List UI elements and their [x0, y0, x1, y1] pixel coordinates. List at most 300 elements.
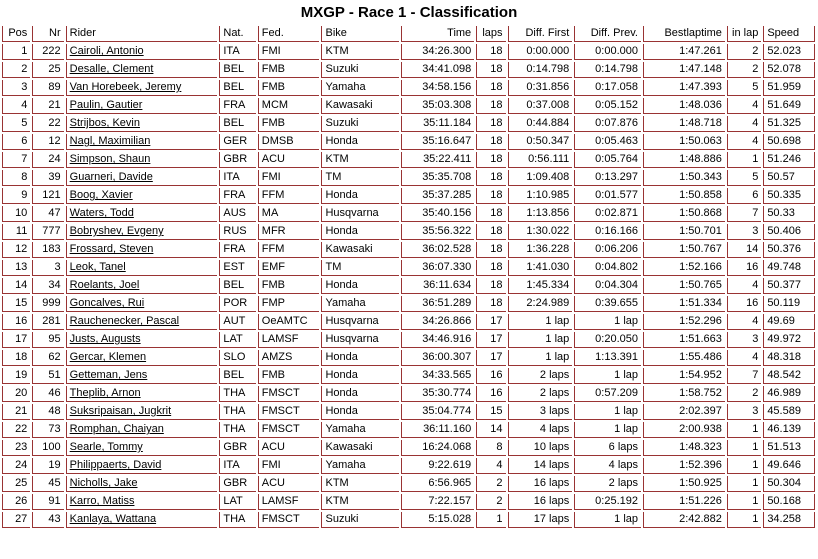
- cell-rider: [66, 494, 218, 510]
- cell-diff_first: 2 laps: [508, 386, 573, 402]
- cell-in_lap: 5: [727, 80, 761, 96]
- cell-laps: 8: [476, 440, 505, 456]
- cell-in_lap: 1: [727, 512, 761, 528]
- cell-diff_prev: 0:16.166: [574, 224, 641, 240]
- cell-in_lap: 1: [727, 476, 761, 492]
- cell-bike: Yamaha: [321, 458, 399, 474]
- cell-bestlaptime: 1:48.036: [643, 98, 725, 114]
- cell-pos: 26: [2, 494, 30, 510]
- cell-in_lap: 14: [727, 242, 761, 258]
- cell-diff_first: 14 laps: [508, 458, 573, 474]
- rider-link[interactable]: Justs, Augusts: [69, 333, 141, 345]
- cell-rider: [66, 44, 218, 60]
- cell-bestlaptime: 2:02.397: [643, 404, 725, 420]
- cell-in_lap: 3: [727, 224, 761, 240]
- cell-nat: GBR: [219, 152, 255, 168]
- cell-speed: 50.119: [763, 296, 815, 312]
- column-header-nat: Nat.: [219, 26, 255, 42]
- cell-nat: LAT: [219, 494, 255, 510]
- cell-nat: BEL: [219, 278, 255, 294]
- cell-nat: FRA: [219, 242, 255, 258]
- cell-laps: 18: [476, 278, 505, 294]
- cell-bike: Husqvarna: [321, 314, 399, 330]
- cell-diff_first: 1:13.856: [508, 206, 573, 222]
- cell-rider: [66, 368, 218, 384]
- cell-bike: TM: [321, 260, 399, 276]
- cell-pos: 4: [2, 98, 30, 114]
- cell-diff_prev: 1 lap: [574, 422, 641, 438]
- cell-speed: 49.972: [763, 332, 815, 348]
- cell-in_lap: 1: [727, 494, 761, 510]
- cell-in_lap: 2: [727, 62, 761, 78]
- cell-diff_prev: 0:06.206: [574, 242, 641, 258]
- cell-nr: 222: [32, 44, 63, 60]
- cell-rider: [66, 314, 218, 330]
- cell-pos: 18: [2, 350, 30, 366]
- cell-bestlaptime: 1:50.925: [643, 476, 725, 492]
- cell-diff_prev: 1 lap: [574, 368, 641, 384]
- cell-nr: 95: [32, 332, 63, 348]
- cell-speed: 50.335: [763, 188, 815, 204]
- cell-laps: 18: [476, 206, 505, 222]
- cell-fed: FFM: [258, 188, 320, 204]
- cell-in_lap: 4: [727, 134, 761, 150]
- cell-in_lap: 3: [727, 404, 761, 420]
- rider-link[interactable]: Waters, Todd: [69, 207, 134, 219]
- rider-link[interactable]: Bobryshev, Evgeny: [69, 225, 164, 237]
- table-row: [2, 296, 815, 312]
- cell-laps: 18: [476, 296, 505, 312]
- cell-bestlaptime: 1:47.261: [643, 44, 725, 60]
- cell-rider: [66, 476, 218, 492]
- cell-time: 36:07.330: [401, 260, 474, 276]
- table-row: [2, 314, 815, 330]
- cell-time: 35:37.285: [401, 188, 474, 204]
- cell-bestlaptime: 1:50.868: [643, 206, 725, 222]
- cell-pos: 17: [2, 332, 30, 348]
- cell-bike: Kawasaki: [321, 440, 399, 456]
- cell-bestlaptime: 1:50.767: [643, 242, 725, 258]
- cell-diff_first: 1 lap: [508, 314, 573, 330]
- rider-link[interactable]: Frossard, Steven: [69, 243, 154, 255]
- cell-bike: KTM: [321, 152, 399, 168]
- cell-nat: GBR: [219, 440, 255, 456]
- rider-link[interactable]: Romphan, Chaiyan: [69, 423, 164, 435]
- cell-rider: [66, 224, 218, 240]
- column-header-time: Time: [401, 26, 474, 42]
- table-body: [2, 44, 815, 528]
- cell-time: 34:41.098: [401, 62, 474, 78]
- column-header-bestlaptime: Bestlaptime: [643, 26, 725, 42]
- table-row: [2, 62, 815, 78]
- cell-speed: 50.377: [763, 278, 815, 294]
- table-row: [2, 440, 815, 456]
- cell-nat: ITA: [219, 44, 255, 60]
- cell-rider: [66, 242, 218, 258]
- cell-time: 9:22.619: [401, 458, 474, 474]
- cell-rider: [66, 80, 218, 96]
- cell-speed: 50.376: [763, 242, 815, 258]
- cell-time: 35:03.308: [401, 98, 474, 114]
- cell-pos: 3: [2, 80, 30, 96]
- rider-link[interactable]: Kanlaya, Wattana: [69, 513, 157, 525]
- cell-bestlaptime: 1:48.718: [643, 116, 725, 132]
- cell-nat: SLO: [219, 350, 255, 366]
- cell-rider: [66, 188, 218, 204]
- rider-link[interactable]: Strijbos, Kevin: [69, 117, 140, 129]
- cell-nat: GBR: [219, 476, 255, 492]
- cell-diff_prev: 0:39.655: [574, 296, 641, 312]
- cell-in_lap: 1: [727, 152, 761, 168]
- column-header-nr: Nr: [32, 26, 63, 42]
- cell-nat: AUS: [219, 206, 255, 222]
- cell-fed: FMI: [258, 458, 320, 474]
- rider-link[interactable]: Karro, Matiss: [69, 495, 135, 507]
- cell-diff_prev: 0:57.209: [574, 386, 641, 402]
- cell-time: 35:35.708: [401, 170, 474, 186]
- cell-laps: 2: [476, 494, 505, 510]
- table-row: [2, 170, 815, 186]
- cell-bike: Honda: [321, 278, 399, 294]
- cell-nr: 51: [32, 368, 63, 384]
- cell-laps: 18: [476, 188, 505, 204]
- cell-bike: Yamaha: [321, 296, 399, 312]
- cell-pos: 5: [2, 116, 30, 132]
- rider-link[interactable]: Gercar, Klemen: [69, 351, 147, 363]
- cell-fed: EMF: [258, 260, 320, 276]
- cell-laps: 18: [476, 170, 505, 186]
- table-header: [2, 26, 815, 42]
- cell-nat: GER: [219, 134, 255, 150]
- cell-pos: 1: [2, 44, 30, 60]
- cell-nr: 34: [32, 278, 63, 294]
- cell-rider: [66, 62, 218, 78]
- rider-link[interactable]: Boog, Xavier: [69, 189, 133, 201]
- cell-bestlaptime: 1:48.886: [643, 152, 725, 168]
- cell-fed: FMI: [258, 170, 320, 186]
- rider-link[interactable]: Rauchenecker, Pascal: [69, 315, 180, 327]
- cell-laps: 16: [476, 386, 505, 402]
- cell-diff_prev: 0:02.871: [574, 206, 641, 222]
- cell-laps: 16: [476, 368, 505, 384]
- cell-rider: [66, 260, 218, 276]
- cell-nat: FRA: [219, 188, 255, 204]
- rider-link[interactable]: Desalle, Clement: [69, 63, 154, 75]
- cell-nr: 25: [32, 62, 63, 78]
- cell-diff_prev: 1 lap: [574, 314, 641, 330]
- column-header-rider: Rider: [66, 26, 218, 42]
- cell-diff_prev: 0:20.050: [574, 332, 641, 348]
- cell-laps: 15: [476, 404, 505, 420]
- table-row: [2, 404, 815, 420]
- cell-pos: 8: [2, 170, 30, 186]
- cell-in_lap: 4: [727, 116, 761, 132]
- cell-nr: 43: [32, 512, 63, 528]
- cell-bike: Yamaha: [321, 80, 399, 96]
- cell-diff_first: 0:44.884: [508, 116, 573, 132]
- cell-in_lap: 4: [727, 278, 761, 294]
- cell-nat: ITA: [219, 458, 255, 474]
- cell-time: 35:04.774: [401, 404, 474, 420]
- cell-time: 34:46.916: [401, 332, 474, 348]
- cell-nr: 39: [32, 170, 63, 186]
- cell-in_lap: 4: [727, 98, 761, 114]
- cell-bike: Honda: [321, 404, 399, 420]
- cell-speed: 52.078: [763, 62, 815, 78]
- cell-pos: 2: [2, 62, 30, 78]
- cell-fed: LAMSF: [258, 332, 320, 348]
- cell-time: 35:40.156: [401, 206, 474, 222]
- cell-rider: [66, 404, 218, 420]
- cell-bike: Honda: [321, 134, 399, 150]
- cell-speed: 48.318: [763, 350, 815, 366]
- rider-link[interactable]: Getteman, Jens: [69, 369, 148, 381]
- cell-laps: 1: [476, 512, 505, 528]
- cell-diff_prev: 1 lap: [574, 512, 641, 528]
- cell-bestlaptime: 1:50.343: [643, 170, 725, 186]
- rider-link[interactable]: Paulin, Gautier: [69, 99, 143, 111]
- cell-nat: ITA: [219, 170, 255, 186]
- cell-diff_first: 17 laps: [508, 512, 573, 528]
- cell-time: 34:58.156: [401, 80, 474, 96]
- cell-laps: 18: [476, 44, 505, 60]
- rider-link[interactable]: Theplib, Arnon: [69, 387, 141, 399]
- cell-bike: TM: [321, 170, 399, 186]
- cell-bestlaptime: 1:58.752: [643, 386, 725, 402]
- cell-rider: [66, 278, 218, 294]
- cell-in_lap: 1: [727, 458, 761, 474]
- cell-pos: 7: [2, 152, 30, 168]
- cell-bestlaptime: 1:47.393: [643, 80, 725, 96]
- cell-speed: 50.406: [763, 224, 815, 240]
- cell-pos: 14: [2, 278, 30, 294]
- cell-in_lap: 7: [727, 206, 761, 222]
- cell-nr: 999: [32, 296, 63, 312]
- cell-fed: FMI: [258, 44, 320, 60]
- cell-speed: 51.649: [763, 98, 815, 114]
- cell-time: 35:22.411: [401, 152, 474, 168]
- cell-diff_first: 16 laps: [508, 494, 573, 510]
- cell-diff_prev: 4 laps: [574, 458, 641, 474]
- cell-speed: 51.959: [763, 80, 815, 96]
- cell-pos: 10: [2, 206, 30, 222]
- cell-nat: RUS: [219, 224, 255, 240]
- rider-link[interactable]: Guarneri, Davide: [69, 171, 153, 183]
- header-row: [2, 26, 815, 42]
- cell-rider: [66, 512, 218, 528]
- cell-in_lap: 2: [727, 386, 761, 402]
- cell-diff_first: 1 lap: [508, 350, 573, 366]
- cell-time: 34:33.565: [401, 368, 474, 384]
- table-row: [2, 350, 815, 366]
- cell-fed: FMP: [258, 296, 320, 312]
- cell-bestlaptime: 1:52.166: [643, 260, 725, 276]
- cell-diff_first: 0:31.856: [508, 80, 573, 96]
- cell-fed: FMB: [258, 62, 320, 78]
- rider-link[interactable]: Leok, Tanel: [69, 261, 126, 273]
- cell-fed: MA: [258, 206, 320, 222]
- table-row: [2, 458, 815, 474]
- cell-diff_first: 1:30.022: [508, 224, 573, 240]
- cell-in_lap: 7: [727, 368, 761, 384]
- cell-diff_prev: 0:25.192: [574, 494, 641, 510]
- cell-speed: 49.748: [763, 260, 815, 276]
- cell-bestlaptime: 1:47.148: [643, 62, 725, 78]
- cell-nr: 62: [32, 350, 63, 366]
- cell-pos: 25: [2, 476, 30, 492]
- cell-nr: 47: [32, 206, 63, 222]
- cell-laps: 18: [476, 98, 505, 114]
- cell-fed: FMB: [258, 116, 320, 132]
- rider-link[interactable]: Van Horebeek, Jeremy: [69, 81, 182, 93]
- cell-bike: Suzuki: [321, 116, 399, 132]
- table-row: [2, 44, 815, 60]
- rider-link[interactable]: Philippaerts, David: [69, 459, 162, 471]
- cell-pos: 15: [2, 296, 30, 312]
- rider-link[interactable]: Nagl, Maximilian: [69, 135, 151, 147]
- table-row: [2, 422, 815, 438]
- cell-fed: FMSCT: [258, 422, 320, 438]
- cell-in_lap: 1: [727, 422, 761, 438]
- cell-laps: 14: [476, 422, 505, 438]
- cell-speed: 34.258: [763, 512, 815, 528]
- cell-bestlaptime: 2:00.938: [643, 422, 725, 438]
- table-row: [2, 206, 815, 222]
- cell-diff_prev: 0:01.577: [574, 188, 641, 204]
- rider-link[interactable]: Suksripaisan, Jugkrit: [69, 405, 172, 417]
- cell-laps: 18: [476, 62, 505, 78]
- cell-diff_prev: 0:17.058: [574, 80, 641, 96]
- cell-nr: 777: [32, 224, 63, 240]
- rider-link[interactable]: Searle, Tommy: [69, 441, 143, 453]
- table-row: [2, 368, 815, 384]
- cell-in_lap: 2: [727, 44, 761, 60]
- cell-bike: Honda: [321, 350, 399, 366]
- cell-pos: 6: [2, 134, 30, 150]
- cell-speed: 46.989: [763, 386, 815, 402]
- cell-nr: 45: [32, 476, 63, 492]
- cell-nat: BEL: [219, 116, 255, 132]
- cell-nat: THA: [219, 422, 255, 438]
- rider-link[interactable]: Simpson, Shaun: [69, 153, 151, 165]
- cell-diff_first: 3 laps: [508, 404, 573, 420]
- cell-rider: [66, 350, 218, 366]
- cell-time: 16:24.068: [401, 440, 474, 456]
- table-row: [2, 512, 815, 528]
- rider-link[interactable]: Roelants, Joel: [69, 279, 140, 291]
- cell-fed: ACU: [258, 152, 320, 168]
- cell-speed: 48.542: [763, 368, 815, 384]
- cell-fed: FMB: [258, 368, 320, 384]
- cell-rider: [66, 458, 218, 474]
- cell-nr: 3: [32, 260, 63, 276]
- cell-nat: LAT: [219, 332, 255, 348]
- cell-speed: 50.168: [763, 494, 815, 510]
- cell-diff_prev: 0:07.876: [574, 116, 641, 132]
- cell-time: 34:26.300: [401, 44, 474, 60]
- cell-diff_first: 10 laps: [508, 440, 573, 456]
- cell-bestlaptime: 1:52.296: [643, 314, 725, 330]
- column-header-diff_first: Diff. First: [508, 26, 573, 42]
- cell-in_lap: 5: [727, 170, 761, 186]
- cell-nat: AUT: [219, 314, 255, 330]
- cell-diff_first: 0:00.000: [508, 44, 573, 60]
- cell-laps: 18: [476, 116, 505, 132]
- cell-rider: [66, 440, 218, 456]
- cell-bike: Honda: [321, 224, 399, 240]
- cell-nat: POR: [219, 296, 255, 312]
- rider-link[interactable]: Cairoli, Antonio: [69, 45, 144, 57]
- cell-diff_prev: 0:13.297: [574, 170, 641, 186]
- cell-nr: 19: [32, 458, 63, 474]
- cell-diff_prev: 0:04.802: [574, 260, 641, 276]
- cell-rider: [66, 134, 218, 150]
- table-row: [2, 188, 815, 204]
- cell-in_lap: 6: [727, 188, 761, 204]
- cell-diff_first: 0:37.008: [508, 98, 573, 114]
- cell-diff_prev: 0:04.304: [574, 278, 641, 294]
- cell-laps: 18: [476, 242, 505, 258]
- cell-bestlaptime: 1:50.765: [643, 278, 725, 294]
- cell-speed: 50.57: [763, 170, 815, 186]
- cell-speed: 50.33: [763, 206, 815, 222]
- cell-nat: EST: [219, 260, 255, 276]
- cell-bestlaptime: 1:55.486: [643, 350, 725, 366]
- cell-time: 36:11.634: [401, 278, 474, 294]
- cell-diff_first: 2 laps: [508, 368, 573, 384]
- cell-bike: KTM: [321, 44, 399, 60]
- cell-diff_first: 1:41.030: [508, 260, 573, 276]
- cell-time: 6:56.965: [401, 476, 474, 492]
- cell-speed: 49.646: [763, 458, 815, 474]
- cell-speed: 50.304: [763, 476, 815, 492]
- cell-bike: Honda: [321, 368, 399, 384]
- cell-speed: 52.023: [763, 44, 815, 60]
- cell-diff_first: 1:45.334: [508, 278, 573, 294]
- cell-time: 36:51.289: [401, 296, 474, 312]
- cell-nat: BEL: [219, 368, 255, 384]
- cell-laps: 4: [476, 458, 505, 474]
- cell-time: 35:16.647: [401, 134, 474, 150]
- table-row: [2, 152, 815, 168]
- cell-pos: 13: [2, 260, 30, 276]
- cell-fed: LAMSF: [258, 494, 320, 510]
- cell-diff_first: 4 laps: [508, 422, 573, 438]
- cell-pos: 12: [2, 242, 30, 258]
- cell-nr: 48: [32, 404, 63, 420]
- table-row: [2, 278, 815, 294]
- cell-rider: [66, 296, 218, 312]
- cell-bike: Yamaha: [321, 422, 399, 438]
- cell-fed: AMZS: [258, 350, 320, 366]
- cell-rider: [66, 332, 218, 348]
- cell-bestlaptime: 1:50.063: [643, 134, 725, 150]
- cell-fed: MCM: [258, 98, 320, 114]
- cell-nr: 183: [32, 242, 63, 258]
- cell-diff_prev: 6 laps: [574, 440, 641, 456]
- cell-diff_first: 2:24.989: [508, 296, 573, 312]
- cell-speed: 51.246: [763, 152, 815, 168]
- cell-fed: DMSB: [258, 134, 320, 150]
- cell-nat: FRA: [219, 98, 255, 114]
- table-row: [2, 476, 815, 492]
- rider-link[interactable]: Goncalves, Rui: [69, 297, 145, 309]
- cell-diff_first: 1 lap: [508, 332, 573, 348]
- table-row: [2, 224, 815, 240]
- cell-diff_prev: 0:05.463: [574, 134, 641, 150]
- cell-rider: [66, 170, 218, 186]
- rider-link[interactable]: Nicholls, Jake: [69, 477, 138, 489]
